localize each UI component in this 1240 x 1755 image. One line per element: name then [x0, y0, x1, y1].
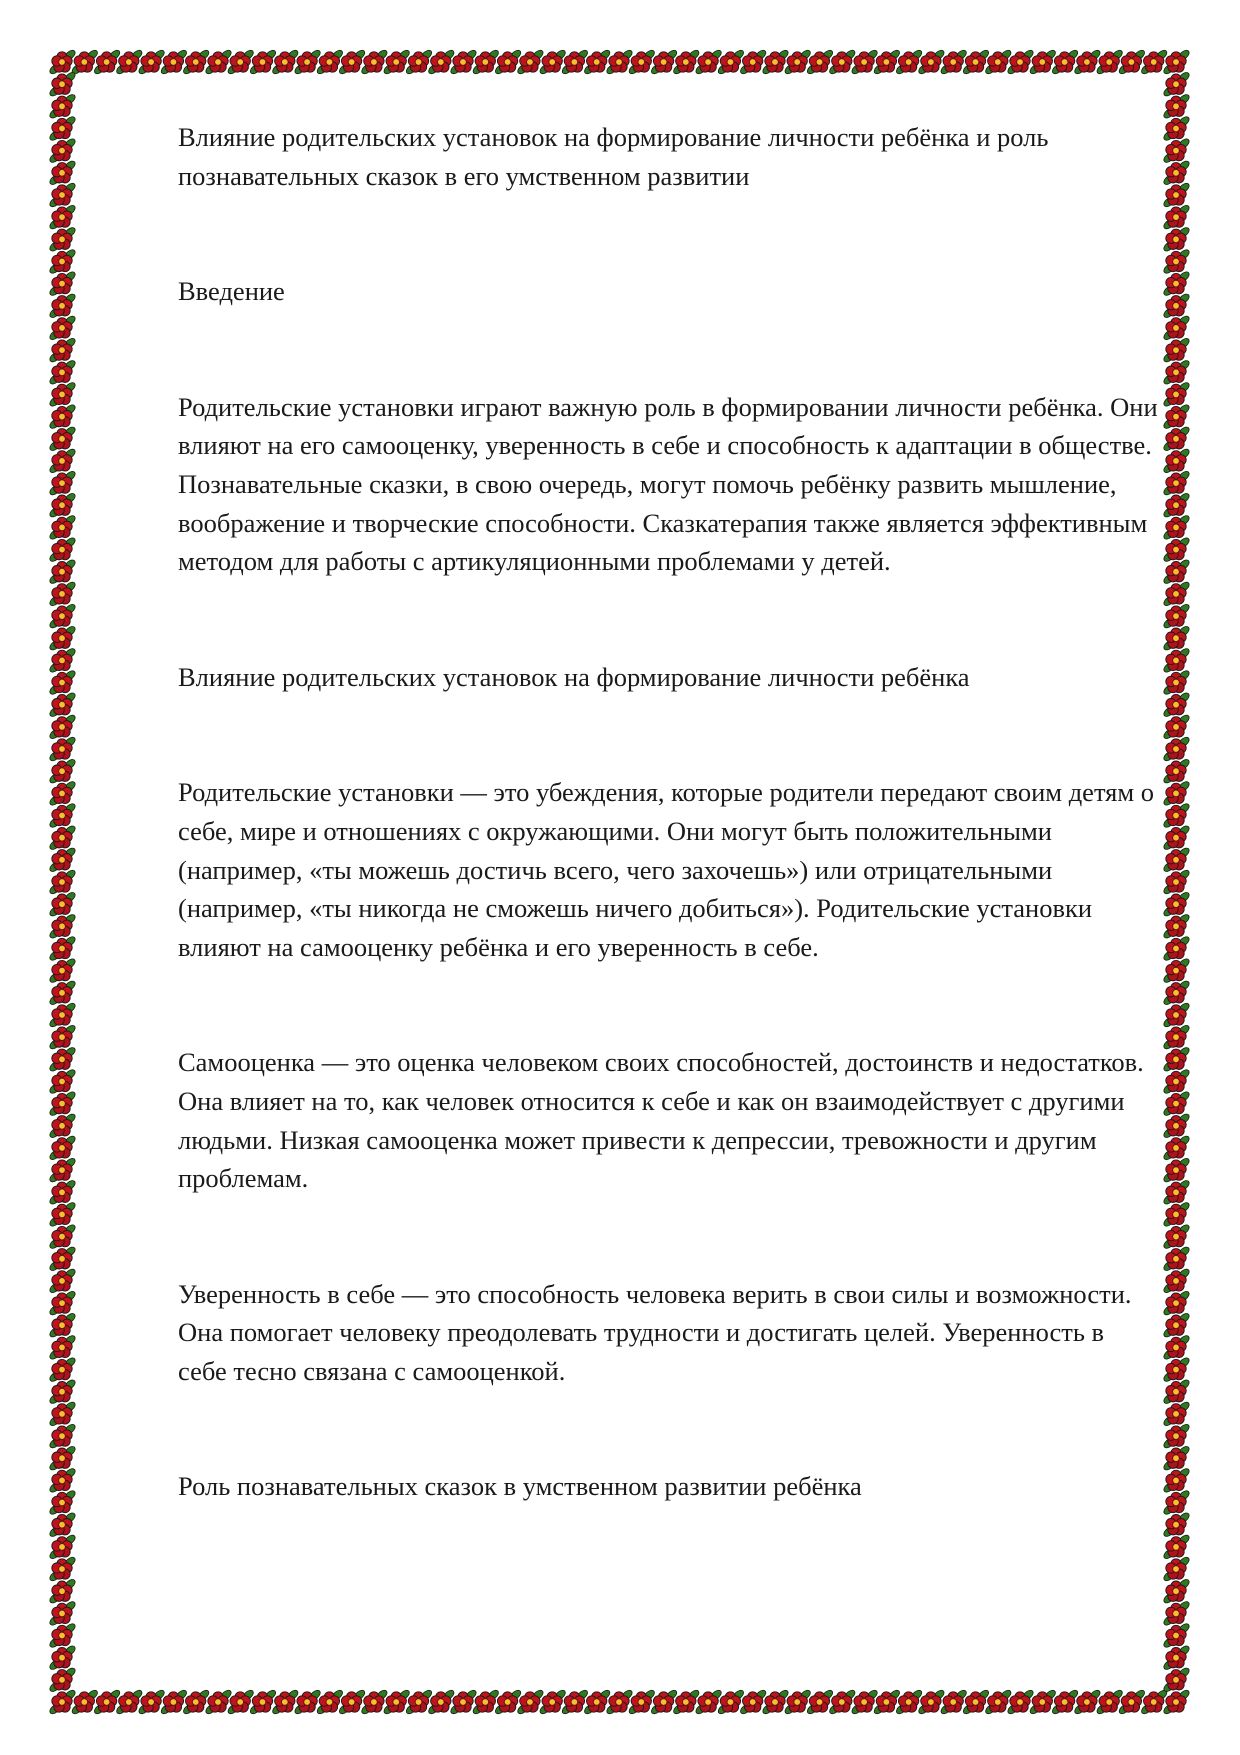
flower-icon	[1162, 1179, 1191, 1206]
flower-icon	[48, 1644, 77, 1671]
flower-icon	[48, 314, 77, 341]
flower-icon	[1162, 780, 1191, 807]
section-heading-tales: Роль познавательных сказок в умственном развитии ребёнка	[178, 1471, 862, 1502]
flower-icon	[48, 1068, 77, 1095]
document-title: Влияние родительских установок на формирование личности ребёнка и роль познавательных сказок в его умственном развитии	[178, 122, 1049, 191]
flower-icon	[48, 957, 77, 984]
flower-icon	[48, 248, 77, 275]
flower-icon	[1162, 802, 1191, 829]
flower-icon	[48, 846, 77, 873]
border-right	[1162, 71, 1191, 1694]
flower-icon	[1162, 1157, 1191, 1184]
flower-icon	[48, 1622, 77, 1649]
flower-icon	[1162, 1245, 1191, 1272]
flower-icon	[48, 713, 77, 740]
flower-icon	[1162, 1533, 1191, 1560]
flower-icon	[1162, 979, 1191, 1006]
section-heading-intro: Введение	[178, 276, 285, 307]
border-left	[48, 71, 77, 1694]
document-body	[178, 118, 1158, 1506]
flower-icon	[1162, 824, 1191, 851]
section-heading-influence: Влияние родительских установок на формирование личности ребёнка	[178, 661, 970, 692]
flower-icon	[48, 1578, 77, 1605]
flower-icon	[1162, 359, 1191, 386]
flower-icon	[48, 735, 77, 762]
border-bottom	[48, 1688, 1191, 1715]
flower-icon	[1162, 447, 1191, 474]
flower-icon	[1162, 669, 1191, 696]
flower-icon	[1162, 1267, 1191, 1294]
flower-icon	[1162, 337, 1191, 364]
flower-icon	[48, 1290, 77, 1317]
flower-icon	[48, 492, 77, 519]
flower-icon	[1162, 1489, 1191, 1516]
flower-icon	[1162, 1445, 1191, 1472]
flower-icon	[48, 625, 77, 652]
flower-icon	[1162, 868, 1191, 895]
flower-icon	[1162, 1600, 1191, 1627]
flower-icon	[48, 891, 77, 918]
flower-icon	[48, 1312, 77, 1339]
paragraph-self-esteem: Самооценка — это оценка человеком своих способностей, достоинств и недостатков. Она влияет на то, как человек относится к себе и как он взаимодействует с другими людьми. Низкая самооценка может привести к депрессии, тревожности и другим проблемам.	[178, 1047, 1144, 1194]
flower-icon	[48, 115, 77, 142]
flower-icon	[1162, 1400, 1191, 1427]
flower-icon	[1162, 1046, 1191, 1073]
flower-icon	[1162, 691, 1191, 718]
flower-icon	[48, 780, 77, 807]
flower-icon	[48, 669, 77, 696]
flower-icon	[48, 1134, 77, 1161]
flower-icon	[1162, 492, 1191, 519]
flower-icon	[1162, 1223, 1191, 1250]
flower-icon	[1162, 1356, 1191, 1383]
flower-icon	[1162, 1467, 1191, 1494]
flower-icon	[1162, 1644, 1191, 1671]
flower-icon	[48, 181, 77, 208]
flower-icon	[48, 1378, 77, 1405]
flower-icon	[1162, 1068, 1191, 1095]
flower-icon	[1162, 580, 1191, 607]
flower-icon	[48, 1489, 77, 1516]
flower-icon	[1162, 536, 1191, 563]
flower-icon	[1162, 425, 1191, 452]
flower-icon	[1162, 1290, 1191, 1317]
flower-icon	[48, 337, 77, 364]
flower-icon	[48, 558, 77, 585]
flower-icon	[48, 447, 77, 474]
flower-icon	[48, 1666, 77, 1693]
flower-icon	[48, 647, 77, 674]
flower-icon	[48, 226, 77, 253]
paragraph-intro: Родительские установки играют важную роль в формировании личности ребёнка. Они влияют на его самооценку, уверенность в себе и способность к адаптации в обществе. Познавательные сказки, в свою очередь, могут помочь ребёнку развить мышление, воображение и творческие способности. Сказкатерапия также является эффективным методом для работы с артикуляционными проблемами у детей.	[178, 391, 1158, 577]
flower-icon	[1162, 1112, 1191, 1139]
flower-icon	[1162, 470, 1191, 497]
flower-icon	[1162, 226, 1191, 253]
paragraph-parental-attitudes: Родительские установки — это убеждения, которые родители передают своим детям о себе, мире и отношениях с окружающими. Они могут быть положительными (например, «ты можешь достичь всего, чего захочешь») или отрицательными (например, «ты никогда не сможешь ничего добиться»). Родительские установки влияют на самооценку ребёнка и его уверенность в себе.	[178, 777, 1155, 962]
flower-icon	[48, 758, 77, 785]
flower-icon	[1162, 1578, 1191, 1605]
flower-icon	[1162, 115, 1191, 142]
flower-icon	[48, 935, 77, 962]
flower-icon	[48, 802, 77, 829]
flower-icon	[1162, 1555, 1191, 1582]
flower-icon	[48, 425, 77, 452]
flower-icon	[48, 71, 77, 98]
flower-icon	[1162, 758, 1191, 785]
flower-icon	[48, 1511, 77, 1538]
flower-icon	[1162, 1201, 1191, 1228]
flower-icon	[48, 1179, 77, 1206]
flower-icon	[48, 1090, 77, 1117]
flower-icon	[1162, 1622, 1191, 1649]
flower-icon	[1162, 1378, 1191, 1405]
flower-icon	[1162, 248, 1191, 275]
flower-icon	[48, 270, 77, 297]
flower-icon	[48, 1112, 77, 1139]
flower-icon	[1162, 204, 1191, 231]
flower-icon	[1162, 913, 1191, 940]
flower-icon	[1162, 159, 1191, 186]
flower-icon	[1162, 137, 1191, 164]
flower-icon	[1162, 558, 1191, 585]
flower-icon	[1162, 292, 1191, 319]
flower-icon	[48, 93, 77, 120]
flower-icon	[48, 514, 77, 541]
flower-icon	[1162, 846, 1191, 873]
border-top	[48, 48, 1191, 75]
flower-icon	[1162, 603, 1191, 630]
flower-icon	[48, 159, 77, 186]
flower-icon	[1162, 93, 1191, 120]
flower-icon	[48, 1423, 77, 1450]
flower-icon	[48, 603, 77, 630]
flower-icon	[48, 1201, 77, 1228]
paragraph-self-confidence: Уверенность в себе — это способность человека верить в свои силы и возможности. Она помогает человеку преодолевать трудности и достигать целей. Уверенность в себе тесно связана с самооценкой.	[178, 1278, 1132, 1386]
flower-icon	[48, 868, 77, 895]
flower-icon	[1162, 1666, 1191, 1693]
flower-icon	[48, 1046, 77, 1073]
flower-icon	[1162, 1511, 1191, 1538]
flower-icon	[1162, 735, 1191, 762]
flower-icon	[1162, 1134, 1191, 1161]
flower-icon	[1162, 403, 1191, 430]
flower-icon	[48, 1157, 77, 1184]
flower-icon	[48, 1445, 77, 1472]
flower-icon	[48, 1356, 77, 1383]
flower-icon	[48, 979, 77, 1006]
flower-icon	[1162, 713, 1191, 740]
flower-icon	[1162, 71, 1191, 98]
flower-icon	[1162, 514, 1191, 541]
flower-icon	[1162, 1312, 1191, 1339]
flower-icon	[48, 1001, 77, 1028]
flower-icon	[1162, 1423, 1191, 1450]
flower-icon	[48, 1267, 77, 1294]
flower-icon	[1162, 381, 1191, 408]
flower-icon	[1162, 891, 1191, 918]
flower-icon	[1162, 625, 1191, 652]
flower-icon	[48, 1400, 77, 1427]
flower-icon	[1162, 647, 1191, 674]
flower-icon	[48, 1533, 77, 1560]
flower-icon	[48, 1600, 77, 1627]
flower-icon	[48, 359, 77, 386]
flower-icon	[1162, 1024, 1191, 1051]
flower-icon	[48, 1245, 77, 1272]
flower-icon	[1162, 1090, 1191, 1117]
flower-icon	[1162, 181, 1191, 208]
flower-icon	[48, 1223, 77, 1250]
flower-icon	[48, 1555, 77, 1582]
flower-icon	[48, 1467, 77, 1494]
flower-icon	[48, 913, 77, 940]
flower-icon	[1162, 270, 1191, 297]
flower-icon	[48, 580, 77, 607]
flower-icon	[1162, 314, 1191, 341]
flower-icon	[48, 204, 77, 231]
flower-icon	[48, 137, 77, 164]
flower-icon	[48, 536, 77, 563]
flower-icon	[1162, 935, 1191, 962]
flower-icon	[48, 292, 77, 319]
flower-icon	[48, 403, 77, 430]
flower-icon	[48, 470, 77, 497]
flower-icon	[48, 1334, 77, 1361]
flower-icon	[48, 691, 77, 718]
flower-icon	[48, 824, 77, 851]
flower-icon	[1162, 1334, 1191, 1361]
flower-icon	[48, 381, 77, 408]
flower-icon	[1162, 957, 1191, 984]
flower-icon	[1162, 1001, 1191, 1028]
flower-icon	[48, 1024, 77, 1051]
